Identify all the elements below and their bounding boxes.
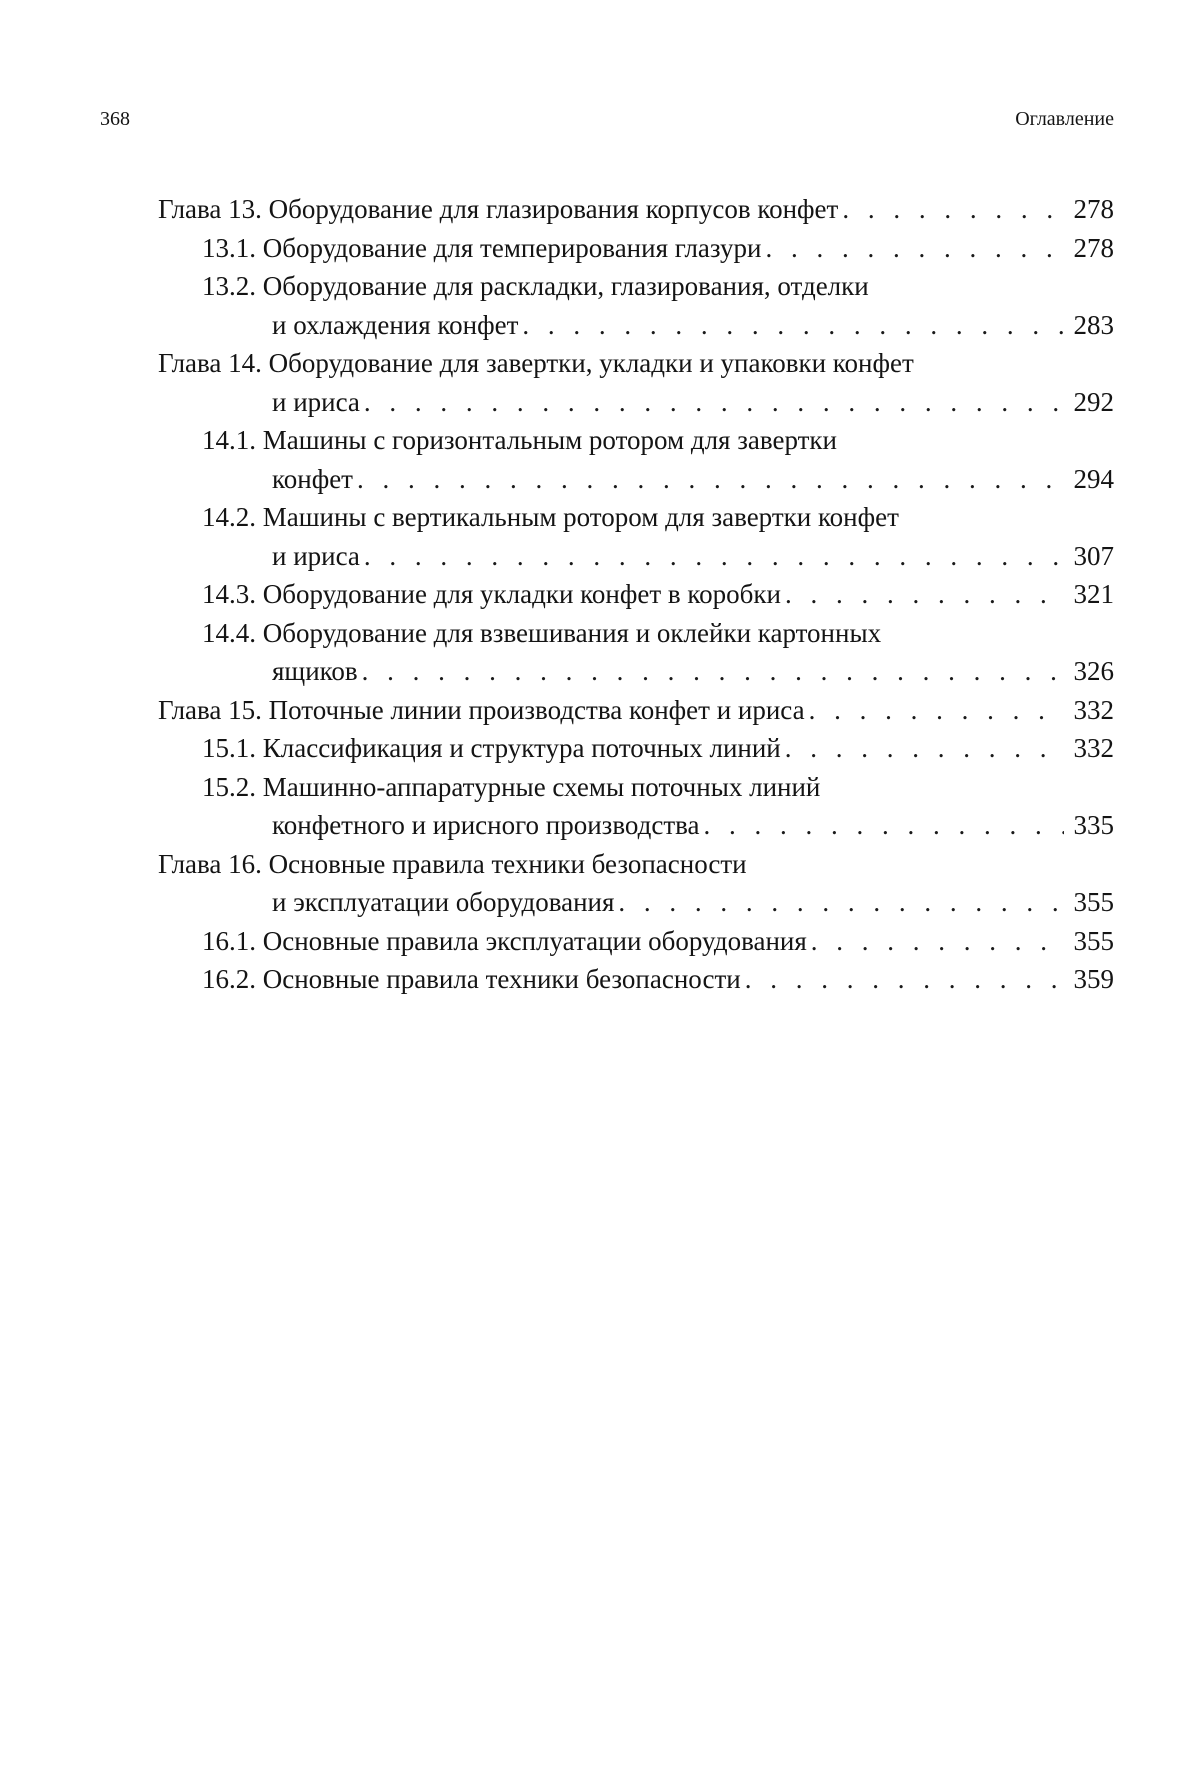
toc-page-number: 335 — [1073, 810, 1114, 840]
toc-section-entry[interactable] — [158, 614, 1114, 691]
toc-entry-title: 16.2. Основные правила техники безопасности — [202, 964, 741, 994]
toc-entry-leader-line — [202, 652, 1114, 691]
toc-entry-leader-line — [202, 460, 1114, 499]
toc-entry-title: и ириса — [272, 386, 360, 417]
toc-section-entry[interactable] — [158, 768, 1114, 845]
toc-chapter-entry[interactable] — [158, 691, 1114, 730]
toc-entry-title: 14.3. Оборудование для укладки конфет в коробки — [202, 579, 781, 609]
toc-page-number: 355 — [1073, 925, 1114, 956]
toc-entry-title-line: Глава 16. Основные правила техники безопасности — [158, 848, 747, 879]
dot-leader — [811, 922, 1064, 961]
toc-page-number: 332 — [1073, 733, 1114, 763]
dot-leader — [785, 729, 1064, 768]
page-header — [100, 108, 1114, 138]
toc-page-number: 292 — [1073, 386, 1114, 417]
toc-entry-leader-line — [202, 922, 1114, 961]
toc-entry-leader-line — [202, 575, 1114, 614]
toc-page-number: 332 — [1073, 694, 1114, 725]
toc-entry-leader-line — [158, 383, 1114, 422]
toc-chapter-entry[interactable] — [158, 344, 1114, 421]
toc-page-number: 326 — [1073, 656, 1114, 686]
dot-leader — [704, 806, 1064, 845]
toc-entry-title: ящиков — [272, 656, 358, 686]
toc-page-number: 278 — [1073, 194, 1114, 224]
dot-leader — [357, 460, 1064, 499]
toc-entry-title: 13.1. Оборудование для темперирования глазури — [202, 232, 762, 263]
toc-chapter-entry[interactable] — [158, 190, 1114, 229]
toc-entry-leader-line — [158, 883, 1114, 922]
toc-entry-title: Глава 15. Поточные линии производства конфет и ириса — [158, 694, 805, 725]
dot-leader — [745, 960, 1064, 999]
toc-entry-title: Глава 13. Оборудование для глазирования корпусов конфет — [158, 194, 839, 224]
toc-page-number: 294 — [1073, 463, 1114, 494]
dot-leader — [522, 306, 1064, 345]
dot-leader — [785, 575, 1064, 614]
toc-section-entry[interactable] — [158, 267, 1114, 344]
toc-page-number: 359 — [1073, 964, 1114, 994]
toc-entry-leader-line — [158, 691, 1114, 730]
toc-entry-title-line: 14.2. Машины с вертикальным ротором для завертки конфет — [202, 502, 899, 532]
table-of-contents — [158, 190, 1114, 999]
toc-entry-leader-line — [158, 190, 1114, 229]
running-title: Оглавление — [1015, 108, 1114, 130]
toc-entry-leader-line — [202, 229, 1114, 268]
dot-leader — [364, 537, 1064, 576]
toc-entry-title: конфет — [272, 463, 353, 494]
toc-section-entry[interactable] — [158, 960, 1114, 999]
toc-entry-title-line: 15.2. Машинно-аппаратурные схемы поточных линий — [202, 771, 821, 802]
dot-leader — [364, 383, 1064, 422]
toc-entry-title: 15.1. Классификация и структура поточных линий — [202, 733, 781, 763]
dot-leader — [765, 229, 1064, 268]
toc-entry-leader-line — [202, 537, 1114, 576]
toc-entry-title-line: 13.2. Оборудование для раскладки, глазирования, отделки — [202, 271, 869, 301]
toc-section-entry[interactable] — [158, 922, 1114, 961]
toc-section-entry[interactable] — [158, 575, 1114, 614]
page-number: 368 — [100, 108, 130, 130]
toc-entry-title: 16.1. Основные правила эксплуатации оборудования — [202, 925, 807, 956]
toc-page-number: 278 — [1073, 232, 1114, 263]
toc-entry-title: и эксплуатации оборудования — [272, 887, 615, 917]
toc-chapter-entry[interactable] — [158, 845, 1114, 922]
dot-leader — [362, 652, 1064, 691]
toc-page-number: 307 — [1073, 540, 1114, 571]
dot-leader — [842, 190, 1064, 229]
toc-entry-title-line: 14.4. Оборудование для взвешивания и оклейки картонных — [202, 617, 882, 648]
toc-entry-title-line: 14.1. Машины с горизонтальным ротором для завертки — [202, 425, 837, 455]
toc-entry-title-line: Глава 14. Оборудование для завертки, укладки и упаковки конфет — [158, 348, 914, 378]
dot-leader — [809, 691, 1064, 730]
toc-section-entry[interactable] — [158, 229, 1114, 268]
dot-leader — [618, 883, 1064, 922]
toc-entry-leader-line — [202, 729, 1114, 768]
toc-entry-leader-line — [202, 806, 1114, 845]
toc-entry-leader-line — [202, 306, 1114, 345]
toc-section-entry[interactable] — [158, 498, 1114, 575]
toc-page-number: 283 — [1073, 309, 1114, 340]
toc-section-entry[interactable] — [158, 729, 1114, 768]
toc-entry-leader-line — [202, 960, 1114, 999]
toc-section-entry[interactable] — [158, 421, 1114, 498]
toc-page-number: 355 — [1073, 887, 1114, 917]
toc-entry-title: и охлаждения конфет — [272, 309, 519, 340]
toc-page-number: 321 — [1073, 579, 1114, 609]
toc-entry-title: и ириса — [272, 540, 360, 571]
toc-entry-title: конфетного и ирисного производства — [272, 810, 700, 840]
